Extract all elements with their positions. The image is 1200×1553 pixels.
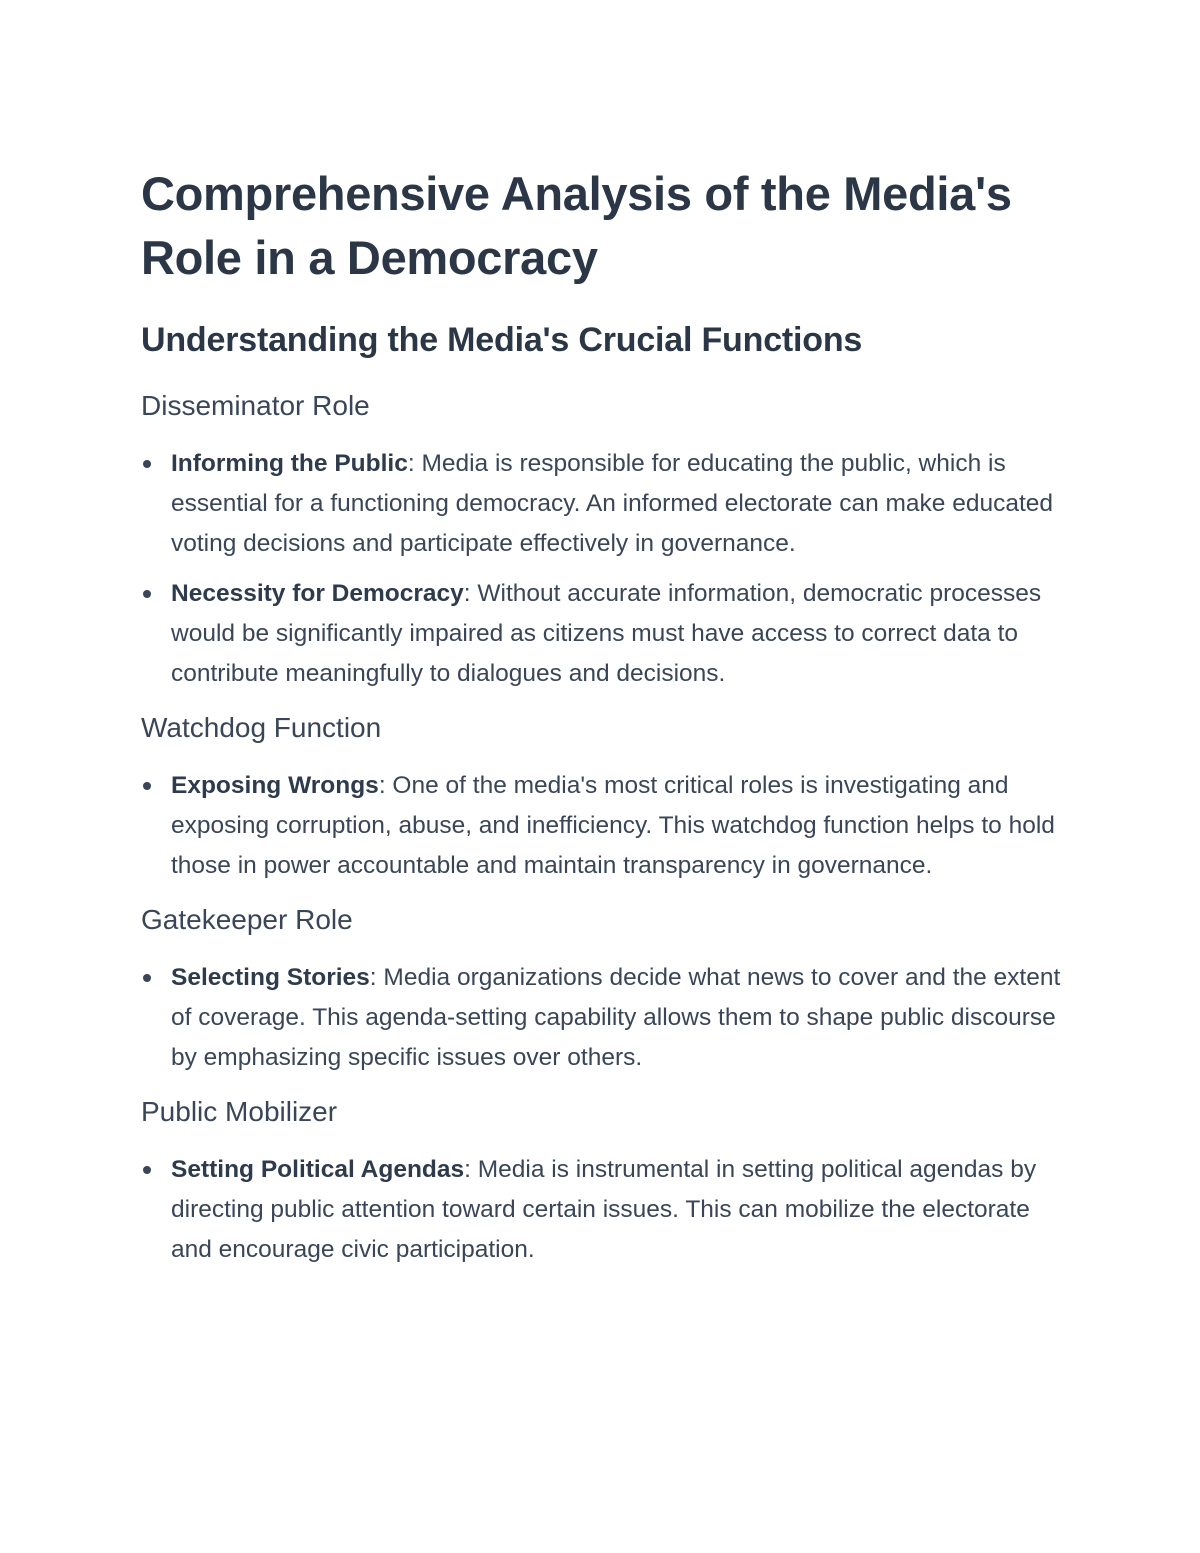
bullet-icon xyxy=(143,974,151,982)
list-item xyxy=(141,444,1061,564)
bullet-list xyxy=(141,958,1061,1078)
section-heading: Public Mobilizer xyxy=(141,1096,338,1127)
document-title: Comprehensive Analysis of the Media's Role in a Democracy xyxy=(141,167,1012,284)
bullet-icon xyxy=(143,460,151,468)
item-text: : One of the media's most critical roles is investigating and exposing corruption, abuse, and inefficiency. This watchdog function helps to hold those in power accountable and maintain transparency in governance. xyxy=(171,772,1055,879)
item-text: : Media is responsible for educating the public, which is essential for a functioning democracy. An informed electorate can make educated voting decisions and participate effectively in governance. xyxy=(171,450,1054,557)
bullet-icon xyxy=(143,590,151,598)
document-page xyxy=(141,162,1061,1270)
item-term: Necessity for Democracy xyxy=(171,580,464,607)
list-item xyxy=(141,574,1061,694)
section-heading: Gatekeeper Role xyxy=(141,904,353,935)
item-term: Exposing Wrongs xyxy=(171,772,379,799)
section-watchdog-function xyxy=(141,708,1061,886)
item-text: : Without accurate information, democratic processes would be significantly impaired as citizens must have access to correct data to contribute meaningfully to dialogues and decisions. xyxy=(171,580,1042,687)
bullet-icon xyxy=(143,782,151,790)
section-gatekeeper-role xyxy=(141,900,1061,1078)
document-subtitle: Understanding the Media's Crucial Functions xyxy=(141,321,863,359)
section-heading: Watchdog Function xyxy=(141,712,382,743)
bullet-icon xyxy=(143,1166,151,1174)
bullet-list xyxy=(141,444,1061,694)
item-term: Setting Political Agendas xyxy=(171,1156,465,1183)
item-term: Informing the Public xyxy=(171,450,408,477)
section-heading: Disseminator Role xyxy=(141,390,370,421)
section-disseminator-role xyxy=(141,386,1061,694)
item-term: Selecting Stories xyxy=(171,964,370,991)
list-item xyxy=(141,958,1061,1078)
section-public-mobilizer xyxy=(141,1092,1061,1270)
list-item xyxy=(141,1150,1061,1270)
item-text: : Media is instrumental in setting political agendas by directing public attention toward certain issues. This can mobilize the electorate and encourage civic participation. xyxy=(171,1156,1037,1263)
list-item xyxy=(141,766,1061,886)
bullet-list xyxy=(141,766,1061,886)
bullet-list xyxy=(141,1150,1061,1270)
item-text: : Media organizations decide what news to cover and the extent of coverage. This agenda-setting capability allows them to shape public discourse by emphasizing specific issues over others. xyxy=(171,964,1061,1071)
